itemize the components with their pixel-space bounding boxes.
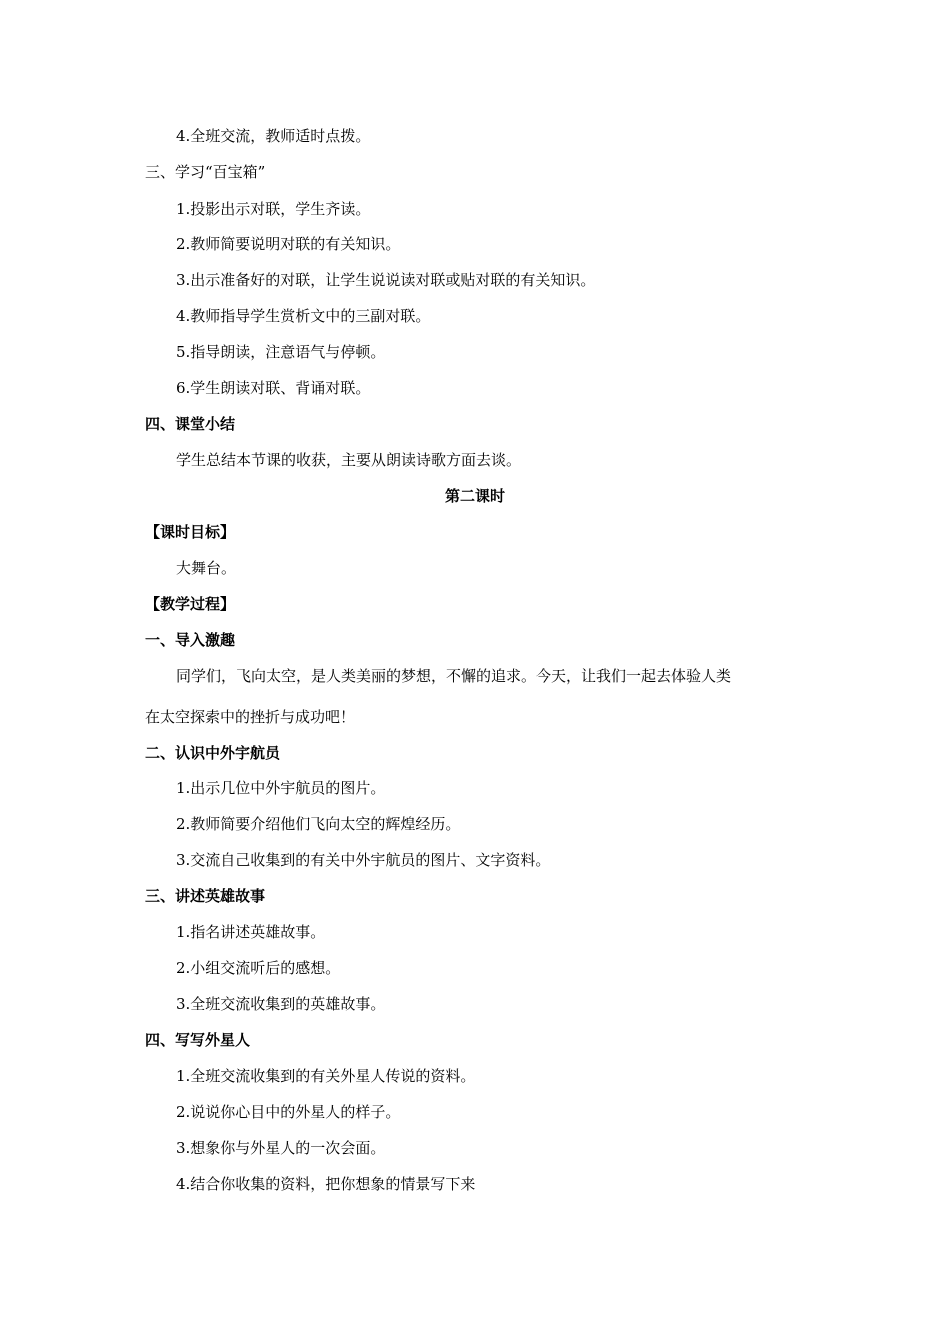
- step-item: 1.全班交流收集到的有关外星人传说的资料。: [176, 1067, 476, 1085]
- step-item: 1.指名讲述英雄故事。: [176, 923, 326, 941]
- step-item: 1.投影出示对联，学生齐读。: [176, 200, 371, 218]
- step-item: 1.出示几位中外宇航员的图片。: [176, 779, 386, 797]
- step-item: 6.学生朗读对联、背诵对联。: [176, 379, 371, 397]
- step-item: 3.全班交流收集到的英雄故事。: [176, 995, 386, 1013]
- step-item: 4.结合你收集的资料，把你想象的情景写下来: [176, 1175, 476, 1193]
- step-item: 4.全班交流，教师适时点拨。: [176, 127, 371, 145]
- section-heading: 三、学习“百宝箱”: [145, 163, 266, 181]
- step-item: 3.出示准备好的对联，让学生说说读对联或贴对联的有关知识。: [176, 271, 596, 289]
- paragraph: 同学们，飞向太空，是人类美丽的梦想，不懈的追求。今天，让我们一起去体验人类: [176, 667, 732, 685]
- step-item: 3.想象你与外星人的一次会面。: [176, 1139, 386, 1157]
- section-heading: 一、导入激趣: [145, 631, 236, 649]
- paragraph: 学生总结本节课的收获，主要从朗读诗歌方面去谈。: [176, 451, 522, 469]
- step-item: 4.教师指导学生赏析文中的三副对联。: [176, 307, 431, 325]
- section-heading: 【课时目标】: [145, 523, 236, 541]
- step-item: 2.教师简要介绍他们飞向太空的辉煌经历。: [176, 815, 461, 833]
- paragraph: 大舞台。: [176, 559, 237, 577]
- step-item: 2.小组交流听后的感想。: [176, 959, 341, 977]
- step-item: 2.说说你心目中的外星人的样子。: [176, 1103, 401, 1121]
- section-heading: 四、写写外星人: [145, 1031, 251, 1049]
- step-item: 3.交流自己收集到的有关中外宇航员的图片、文字资料。: [176, 851, 551, 869]
- section-heading: 三、讲述英雄故事: [145, 887, 266, 905]
- paragraph-continuation: 在太空探索中的挫折与成功吧！: [145, 708, 356, 726]
- step-item: 5.指导朗读，注意语气与停顿。: [176, 343, 386, 361]
- step-item: 2.教师简要说明对联的有关知识。: [176, 235, 401, 253]
- section-heading: 四、课堂小结: [145, 415, 236, 433]
- lesson-title: 第二课时: [444, 487, 505, 505]
- section-heading: 【教学过程】: [145, 595, 236, 613]
- section-heading: 二、认识中外宇航员: [145, 744, 281, 762]
